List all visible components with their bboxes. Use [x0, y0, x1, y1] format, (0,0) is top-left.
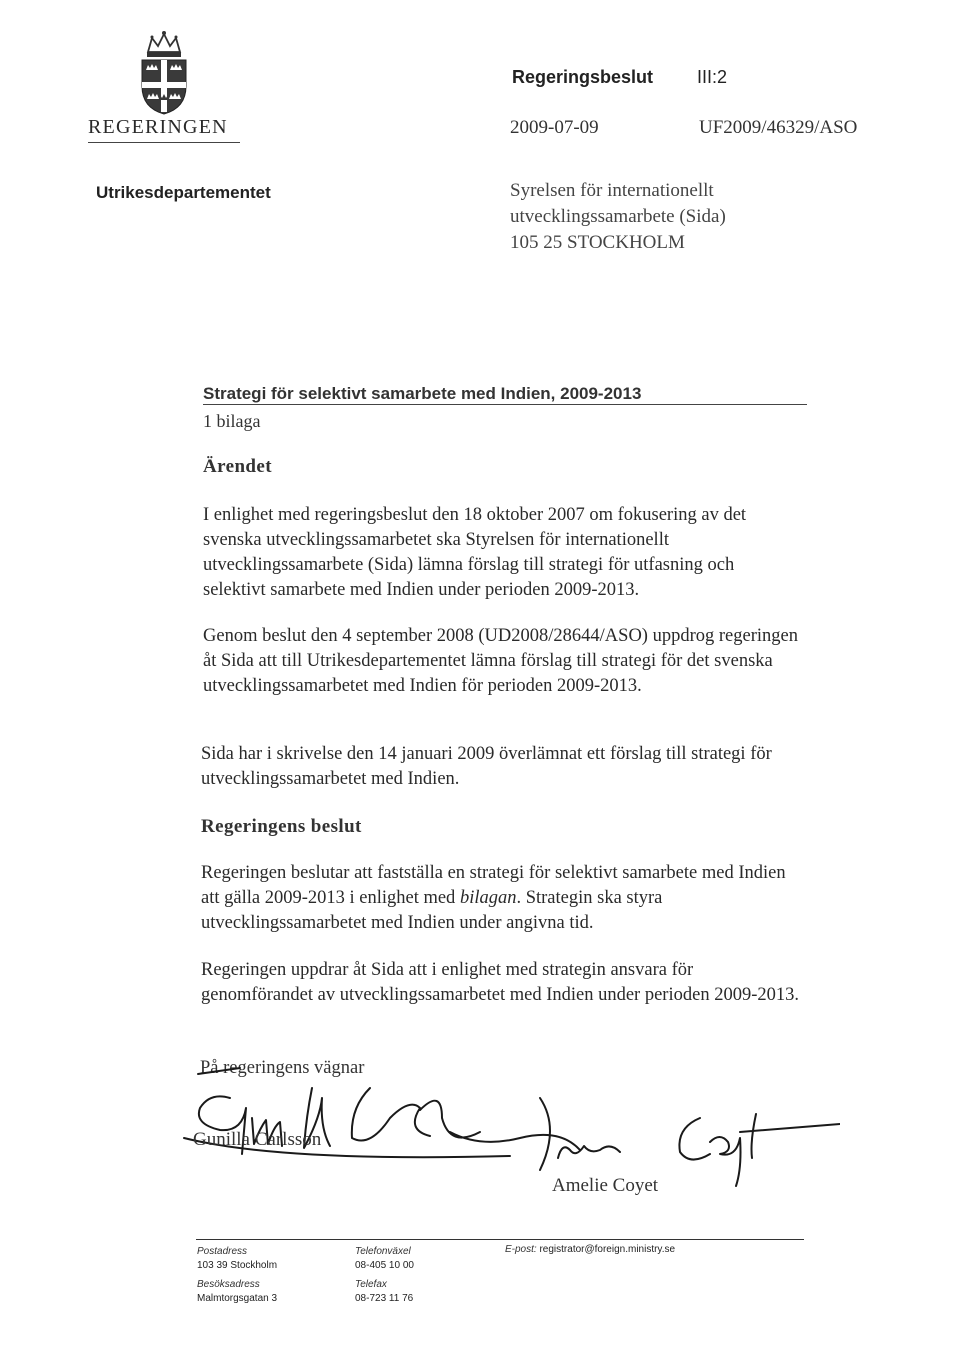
document-reference: UF2009/46329/ASO [699, 117, 858, 138]
signer-1-name: Gunilla Carlsson [193, 1129, 322, 1150]
phone-label: Telefonväxel [355, 1246, 411, 1257]
attachment-note: 1 bilaga [203, 411, 261, 431]
government-crest [86, 30, 246, 116]
email-value[interactable]: registrator@foreign.ministry.se [539, 1244, 676, 1255]
section-heading-beslut: Regeringens beslut [201, 816, 362, 837]
paragraph-4 [201, 861, 801, 936]
email-label: E-post: [505, 1244, 537, 1255]
recipient-line-3: 105 25 STOCKHOLM [510, 232, 685, 253]
postal-address-value: 103 39 Stockholm [197, 1260, 278, 1271]
signer-2-name: Amelie Coyet [552, 1175, 659, 1196]
paragraph-2: Genom beslut den 4 september 2008 (UD2008/28644/ASO) uppdrog regeringen åt Sida att till Utrikesdepartementet lämna förslag till strategi för det svenska utvecklingssamarbetet med Indien för perioden 2009-2013. [203, 626, 798, 696]
handwritten-signatures [180, 1058, 840, 1188]
recipient-line-1: Syrelsen för internationellt [510, 180, 714, 201]
paragraph-4-end: . Strategin ska styra utvecklingssamarbetet med Indien under angivna tid. [201, 888, 663, 933]
fax-label: Telefax [355, 1279, 387, 1290]
paragraph-5: Regeringen uppdrar åt Sida att i enlighet med strategin ansvara för genomförandet av utvecklingssamarbetet med Indien under perioden 2009-2013. [201, 960, 799, 1005]
crest-icon [134, 30, 194, 116]
paragraph-4-emphasis: bilagan [459, 888, 517, 908]
document-type: Regeringsbeslut [512, 67, 654, 87]
paragraph-4-start: Regeringen beslutar att fastställa en strategi för selektivt samarbete med Indien att gälla 2009-2013 i enlighet med [201, 863, 786, 908]
subject-divider [203, 404, 807, 405]
recipient-address [510, 178, 726, 256]
fax-value: 08-723 11 76 [355, 1293, 414, 1304]
department-name: Utrikesdepartementet [96, 183, 271, 202]
logo-divider [88, 142, 240, 143]
paragraph-3: Sida har i skrivelse den 14 januari 2009 överlämnat ett förslag till strategi för utvecklingssamarbetet med Indien. [201, 744, 772, 789]
section-heading-arendet: Ärendet [203, 456, 272, 477]
paragraph-1: I enlighet med regeringsbeslut den 18 oktober 2007 om fokusering av det svenska utvecklingssamarbetet ska Styrelsen för internationellt utvecklingssamarbete (Sida) lämna förslag till strategi för utfasning och selektivt samarbete med Indien under perioden 2009-2013. [203, 505, 747, 600]
visiting-address-label: Besöksadress [197, 1279, 260, 1290]
subject-title: Strategi för selektivt samarbete med Indien, 2009-2013 [203, 384, 642, 403]
signature-heading: På regeringens vägnar [200, 1058, 365, 1078]
visiting-address-value: Malmtorgsgatan 3 [197, 1293, 278, 1304]
recipient-line-2: utvecklingssamarbete (Sida) [510, 206, 726, 227]
logo-wordmark: REGERINGEN [88, 116, 228, 138]
document-date: 2009-07-09 [510, 117, 599, 138]
document-number: III:2 [697, 67, 728, 87]
postal-address-label: Postadress [197, 1246, 248, 1257]
phone-value: 08-405 10 00 [355, 1260, 414, 1271]
footer-divider [196, 1239, 804, 1240]
email-line [505, 1244, 675, 1255]
